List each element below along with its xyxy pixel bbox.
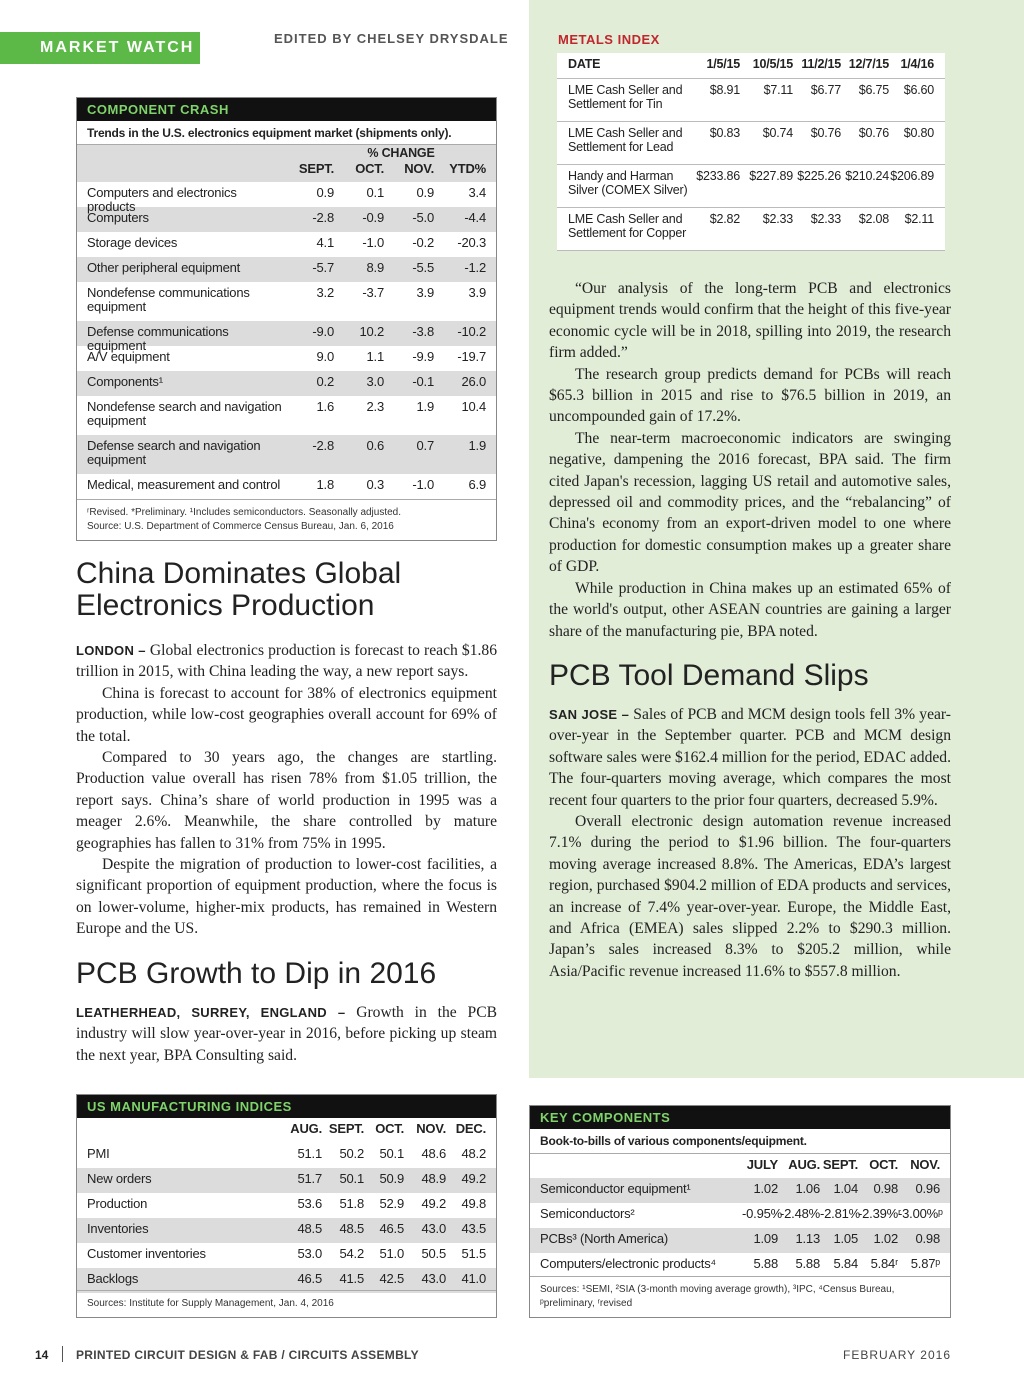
note-line: ʳRevised. *Preliminary. ¹Includes semiconductors. Seasonally adjusted. xyxy=(87,507,402,518)
table-subtitle: Book-to-bills of various components/equipment. xyxy=(540,1134,807,1148)
cell-value: 1.04 xyxy=(833,1181,858,1196)
cell-value: 48.5 xyxy=(297,1221,322,1236)
headline-pcb-tool: PCB Tool Demand Slips xyxy=(549,659,869,692)
row-label: Defense search and navigation equipment xyxy=(87,438,261,467)
paragraph: Despite the migration of production to lower-cost facilities, a significant proportion of equipment production, where the focus is on lower-volume, higher-mix products, has remained in Western Europe and the US. xyxy=(76,856,497,938)
cell-value: 48.2 xyxy=(461,1146,486,1161)
cell-value: -1.0 xyxy=(362,235,384,250)
column-header: OCT. xyxy=(869,1157,898,1172)
cell-value: 10.4 xyxy=(461,399,486,414)
headline-line: China Dominates Global xyxy=(76,557,402,590)
cell-value: 0.3 xyxy=(366,477,384,492)
cell-value: 52.9 xyxy=(379,1196,404,1211)
dateline: LONDON – xyxy=(76,643,146,658)
cell-value: 43.0 xyxy=(421,1271,446,1286)
cell-value: -0.95% xyxy=(742,1206,782,1221)
row-label: PCBs³ (North America) xyxy=(540,1231,668,1246)
column-header: OCT. xyxy=(375,1121,404,1136)
cell-value: 51.0 xyxy=(379,1246,404,1261)
cell-value: 8.9 xyxy=(366,260,384,275)
cell-value: 1.05 xyxy=(833,1231,858,1246)
table-row xyxy=(77,396,496,435)
cell-value: -2.8 xyxy=(312,438,334,453)
paragraph: China is forecast to account for 38% of electronics equipment production, while low-cost geographies overall account for 69% of the total. xyxy=(76,684,497,745)
cell-value: $210.24 xyxy=(845,169,889,183)
cell-value: $6.60 xyxy=(903,83,934,97)
table-row xyxy=(557,165,945,208)
row-label: Storage devices xyxy=(87,235,178,250)
cell-value: 1.13 xyxy=(795,1231,820,1246)
row-label: LME Cash Seller and Settlement for Tin xyxy=(568,83,683,111)
cell-value: 26.0 xyxy=(461,374,486,389)
column-header: 1/4/16 xyxy=(900,57,934,71)
table-row xyxy=(557,122,945,165)
metals-index-title: METALS INDEX xyxy=(558,32,660,47)
cell-value: 41.0 xyxy=(461,1271,486,1286)
row-label: Medical, measurement and control xyxy=(87,477,281,492)
page-number: 14 xyxy=(35,1348,49,1362)
table-row xyxy=(77,207,496,232)
paragraph: Sales of PCB and MCM design tools fell 3% year-over-year in the September quarter. PCB and MCM design software sales were $162.4 million for the period, EDAC added. The four-quarters moving average, which compares the most recent four quarters to the prior four quarters, decreased 5.9%. xyxy=(549,706,951,809)
dateline: SAN JOSE – xyxy=(549,707,630,722)
column-header: OCT. xyxy=(355,161,384,176)
table-row xyxy=(77,232,496,257)
table-row xyxy=(77,1243,496,1268)
column-header: NOV. xyxy=(416,1121,446,1136)
cell-value: 9.0 xyxy=(316,349,334,364)
cell-value: 1.09 xyxy=(753,1231,778,1246)
row-label: Computers/electronic products⁴ xyxy=(540,1256,716,1271)
cell-value: 50.5 xyxy=(421,1246,446,1261)
cell-value: $0.83 xyxy=(709,126,740,140)
source-line: Sources: Institute for Supply Management, Jan. 4, 2016 xyxy=(77,1290,496,1317)
cell-value: $2.11 xyxy=(904,212,934,226)
column-header: NOV. xyxy=(910,1157,940,1172)
cell-value: 50.9 xyxy=(379,1171,404,1186)
cell-value: 49.2 xyxy=(461,1171,486,1186)
cell-value: 1.8 xyxy=(316,477,334,492)
cell-value: 0.7 xyxy=(416,438,434,453)
group-header: % CHANGE xyxy=(367,146,435,160)
cell-value: $227.89 xyxy=(749,169,793,183)
row-label: Backlogs xyxy=(87,1271,139,1286)
cell-value: 50.2 xyxy=(339,1146,364,1161)
cell-value: 53.0 xyxy=(297,1246,322,1261)
row-label: Nondefense search and navigation equipment xyxy=(87,399,282,428)
cell-value: 43.5 xyxy=(461,1221,486,1236)
table-title: COMPONENT CRASH xyxy=(77,98,496,121)
row-label: Computers xyxy=(87,210,149,225)
cell-value: $2.82 xyxy=(709,212,740,226)
table-row xyxy=(77,435,496,474)
cell-value: 5.88 xyxy=(795,1256,820,1271)
table-title: KEY COMPONENTS xyxy=(530,1106,950,1129)
cell-value: $0.76 xyxy=(810,126,841,140)
cell-value: 49.2 xyxy=(421,1196,446,1211)
us-manufacturing-table xyxy=(76,1094,497,1318)
paragraph: Compared to 30 years ago, the changes are startling. Production value overall has risen 78% from $1.05 trillion, the report says. China’s share of world production in 1995 was a meager 2.6%. Meanwhile, the share controlled by mature geographies has fallen to 31% from 75% in 1995. xyxy=(76,749,497,852)
cell-value: 3.9 xyxy=(468,285,486,300)
table-row xyxy=(77,321,496,353)
cell-value: -10.2 xyxy=(457,324,486,339)
cell-value: -3.7 xyxy=(362,285,384,300)
table-row xyxy=(557,79,945,122)
cell-value: 41.5 xyxy=(339,1271,364,1286)
cell-value: 51.8 xyxy=(339,1196,364,1211)
cell-value: 1.06 xyxy=(795,1181,820,1196)
cell-value: -20.3 xyxy=(457,235,486,250)
cell-value: 5.88 xyxy=(753,1256,778,1271)
cell-value: 49.8 xyxy=(461,1196,486,1211)
cell-value: -2.81% xyxy=(820,1206,860,1221)
table-row xyxy=(77,182,496,214)
source-line: Source: U.S. Department of Commerce Census Bureau, Jan. 6, 2016 xyxy=(87,521,394,532)
column-header: YTD% xyxy=(449,161,486,176)
cell-value: 51.7 xyxy=(297,1171,322,1186)
column-header: AUG. xyxy=(290,1121,322,1136)
table-title: US MANUFACTURING INDICES xyxy=(77,1095,496,1118)
cell-value: 0.96 xyxy=(915,1181,940,1196)
cell-value: $2.08 xyxy=(858,212,889,226)
editor-credit: EDITED BY CHELSEY DRYSDALE xyxy=(274,31,509,46)
cell-value: -2.48% xyxy=(780,1206,820,1221)
cell-value: -1.0 xyxy=(412,477,434,492)
cell-value: 0.1 xyxy=(366,185,384,200)
table-notes xyxy=(530,1276,950,1317)
section-tab: MARKET WATCH xyxy=(0,32,200,64)
paragraph: The near-term macroeconomic indicators are swinging negative, dampening the 2016 forecast, BPA said. The firm cited Japan's recession, lagging US retail and automotive sales, depressed oil and commodity prices, and the “rebalancing” of China's economy from an export-driven model to one where production for domestic consumption makes up a greater share of GDP. xyxy=(549,429,951,576)
article-pcb-tool xyxy=(549,704,951,982)
row-label: Inventories xyxy=(87,1221,149,1236)
column-header: 11/2/15 xyxy=(801,57,841,71)
cell-value: 1.9 xyxy=(416,399,434,414)
table-row xyxy=(530,1228,950,1253)
cell-value: 46.5 xyxy=(379,1221,404,1236)
row-label: Components¹ xyxy=(87,374,163,389)
cell-value: -9.0 xyxy=(312,324,334,339)
key-components-table xyxy=(529,1105,951,1318)
cell-value: -4.4 xyxy=(464,210,486,225)
issue-date: FEBRUARY 2016 xyxy=(843,1348,951,1362)
table-subtitle: Trends in the U.S. electronics equipment market (shipments only). xyxy=(77,121,496,145)
cell-value: -5.0 xyxy=(412,210,434,225)
row-label: PMI xyxy=(87,1146,110,1161)
cell-value: 0.9 xyxy=(316,185,334,200)
row-label: Customer inventories xyxy=(87,1246,206,1261)
row-label: Nondefense communications equipment xyxy=(87,285,250,314)
headline-pcb-growth: PCB Growth to Dip in 2016 xyxy=(76,957,437,990)
cell-value: 0.98 xyxy=(873,1181,898,1196)
cell-value: -2.8 xyxy=(312,210,334,225)
row-label: Production xyxy=(87,1196,148,1211)
cell-value: 51.5 xyxy=(461,1246,486,1261)
cell-value: 3.9 xyxy=(416,285,434,300)
source-line: ᵖpreliminary, ʳrevised xyxy=(540,1298,633,1309)
cell-value: 0.2 xyxy=(316,374,334,389)
column-header: DATE xyxy=(568,57,601,71)
column-header: AUG. xyxy=(788,1157,820,1172)
dateline: LEATHERHEAD, SURREY, ENGLAND – xyxy=(76,1005,346,1020)
cell-value: -0.1 xyxy=(412,374,434,389)
column-header: SEPT. xyxy=(298,161,334,176)
table-row xyxy=(77,474,496,499)
cell-value: 5.87ᵖ xyxy=(910,1256,940,1271)
cell-value: -3.00%ᵖ xyxy=(898,1206,943,1221)
paragraph: Global electronics production is forecast to reach $1.86 trillion in 2015, with China leading the way, a new report says. xyxy=(76,642,497,681)
table-row xyxy=(77,282,496,321)
cell-value: 5.84ʳ xyxy=(870,1256,898,1271)
cell-value: 48.5 xyxy=(339,1221,364,1236)
table-row xyxy=(77,1193,496,1218)
cell-value: 4.1 xyxy=(316,235,334,250)
cell-value: -0.9 xyxy=(362,210,384,225)
table-row xyxy=(77,257,496,282)
cell-value: 48.9 xyxy=(421,1171,446,1186)
table-row xyxy=(77,1218,496,1243)
table-row xyxy=(77,371,496,396)
table-row xyxy=(530,1253,950,1278)
row-label: LME Cash Seller and Settlement for Copper xyxy=(568,212,687,240)
column-header: SEPT. xyxy=(328,1121,364,1136)
table-row xyxy=(77,346,496,371)
cell-value: 10.2 xyxy=(359,324,384,339)
row-label: Other peripheral equipment xyxy=(87,260,241,275)
table-notes xyxy=(77,499,496,540)
cell-value: 3.0 xyxy=(366,374,384,389)
cell-value: $8.91 xyxy=(709,83,740,97)
cell-value: 0.98 xyxy=(915,1231,940,1246)
cell-value: $206.89 xyxy=(890,169,934,183)
article-pcb-growth xyxy=(76,1002,497,1066)
table-row xyxy=(530,1178,950,1203)
article-china xyxy=(76,640,497,940)
cell-value: $225.26 xyxy=(797,169,841,183)
row-label: Defense communications equipment xyxy=(87,324,229,353)
component-crash-table xyxy=(76,97,497,541)
cell-value: 3.4 xyxy=(468,185,486,200)
cell-value: $2.33 xyxy=(762,212,793,226)
row-label: New orders xyxy=(87,1171,152,1186)
table-row xyxy=(557,208,945,251)
column-header: 10/5/15 xyxy=(752,57,793,71)
cell-value: $6.75 xyxy=(858,83,889,97)
cell-value: $233.86 xyxy=(696,169,740,183)
cell-value: $0.76 xyxy=(858,126,889,140)
cell-value: 46.5 xyxy=(297,1271,322,1286)
row-label: Semiconductor equipment¹ xyxy=(540,1181,691,1196)
column-header: JULY xyxy=(746,1157,778,1172)
paragraph: Overall electronic design automation revenue increased 7.1% during the period to $1.96 billion. The four-quarters moving average increased 8.8%. The Americas, EDA’s largest region, purchased $904.2 million of EDA products and services, an increase of 7.4% year-over-year. Europe, the Middle East, and Africa (EMEA) sales slipped 2.2% to $290.3 million. Japan’s sales increased 8.3% to $205.2 million, while Asia/Pacific revenue increased 11.6% to $557.8 million. xyxy=(549,813,951,980)
cell-value: -5.7 xyxy=(312,260,334,275)
table-row xyxy=(77,1168,496,1193)
cell-value: -2.39%ʳ xyxy=(858,1206,901,1221)
cell-value: -9.9 xyxy=(412,349,434,364)
cell-value: 1.1 xyxy=(366,349,384,364)
cell-value: 53.6 xyxy=(297,1196,322,1211)
row-label: Computers and electronics products xyxy=(87,185,237,214)
cell-value: 54.2 xyxy=(339,1246,364,1261)
source-line: Sources: ¹SEMI, ²SIA (3-month moving average growth), ³IPC, ⁴Census Bureau, xyxy=(540,1284,895,1295)
row-label: A/V equipment xyxy=(87,349,170,364)
article-pcb-growth-continued xyxy=(549,278,951,642)
column-header: DEC. xyxy=(455,1121,486,1136)
cell-value: 1.6 xyxy=(316,399,334,414)
cell-value: $6.77 xyxy=(810,83,841,97)
row-label: LME Cash Seller and Settlement for Lead xyxy=(568,126,683,154)
row-label: Semiconductors² xyxy=(540,1206,635,1221)
cell-value: -1.2 xyxy=(464,260,486,275)
headline-china xyxy=(76,558,401,622)
cell-value: 1.9 xyxy=(468,438,486,453)
cell-value: 3.2 xyxy=(316,285,334,300)
cell-value: 5.84 xyxy=(833,1256,858,1271)
cell-value: 6.9 xyxy=(468,477,486,492)
cell-value: $0.80 xyxy=(903,126,934,140)
cell-value: 0.9 xyxy=(416,185,434,200)
cell-value: -3.8 xyxy=(412,324,434,339)
cell-value: 0.6 xyxy=(366,438,384,453)
cell-value: 51.1 xyxy=(297,1146,322,1161)
paragraph: “Our analysis of the long-term PCB and electronics equipment trends would confirm that the height of this five-year economic cycle will be in 2018, spilling into 2019, the research firm added.” xyxy=(549,280,951,362)
cell-value: 1.02 xyxy=(753,1181,778,1196)
cell-value: 50.1 xyxy=(339,1171,364,1186)
headline-line: Electronics Production xyxy=(76,589,375,622)
cell-value: 42.5 xyxy=(379,1271,404,1286)
column-header: SEPT. xyxy=(822,1157,858,1172)
cell-value: 50.1 xyxy=(379,1146,404,1161)
cell-value: 2.3 xyxy=(366,399,384,414)
table-row xyxy=(77,1143,496,1168)
paragraph: While production in China makes up an estimated 65% of the world's output, other ASEAN countries are gaining a larger share of the manufacturing pie, BPA noted. xyxy=(549,579,951,640)
column-header: 1/5/15 xyxy=(706,57,740,71)
table-row xyxy=(530,1203,950,1228)
paragraph: The research group predicts demand for PCBs will reach $65.3 billion in 2015 and rise to $76.5 billion in 2019, an uncompounded gain of 17.2%. xyxy=(549,365,951,426)
row-label: Handy and Harman Silver (COMEX Silver) xyxy=(568,169,688,197)
cell-value: $0.74 xyxy=(762,126,793,140)
paragraph: Growth in the PCB industry will slow year-over-year in 2016, before picking up steam the next year, BPA Consulting said. xyxy=(76,1004,497,1064)
cell-value: -19.7 xyxy=(457,349,486,364)
cell-value: -5.5 xyxy=(412,260,434,275)
column-header: NOV. xyxy=(404,161,434,176)
cell-value: -0.2 xyxy=(412,235,434,250)
cell-value: 43.0 xyxy=(421,1221,446,1236)
metals-index-table xyxy=(557,53,945,251)
cell-value: 48.6 xyxy=(421,1146,446,1161)
table-header xyxy=(77,145,496,182)
column-header: 12/7/15 xyxy=(848,57,889,71)
cell-value: $2.33 xyxy=(810,212,841,226)
cell-value: 1.02 xyxy=(873,1231,898,1246)
cell-value: $7.11 xyxy=(763,83,793,97)
footer-divider xyxy=(62,1346,63,1362)
publication-name: PRINTED CIRCUIT DESIGN & FAB / CIRCUITS ASSEMBLY xyxy=(76,1348,419,1362)
